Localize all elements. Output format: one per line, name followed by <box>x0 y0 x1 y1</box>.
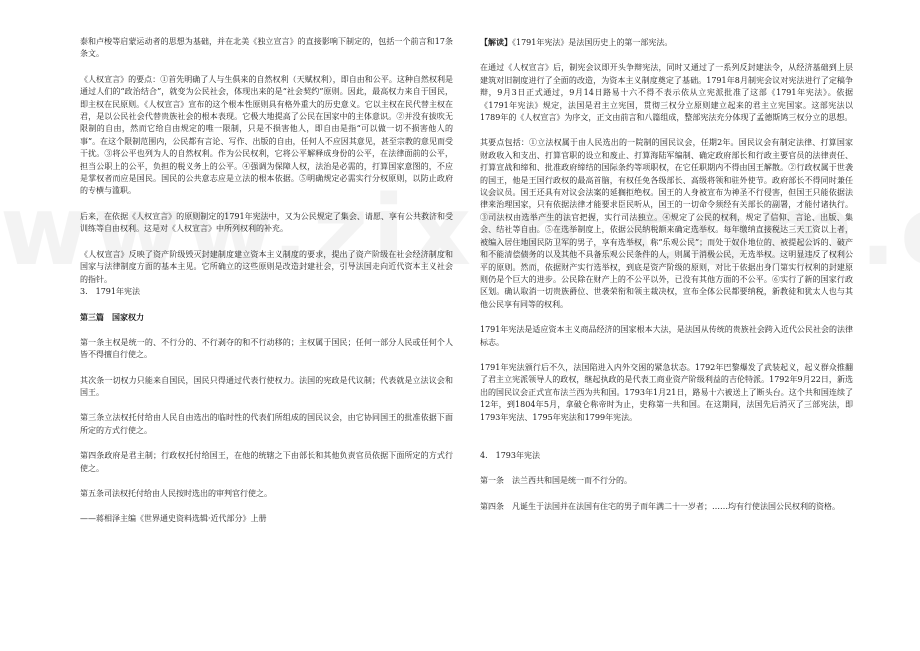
right-paragraph-4: 1791年宪法颁行后不久，法国陷进入内外交困的紧急状态。1792年巴黎爆发了武装起义，起义群众推翻了君主立宪派领导人的政权，继起执政的是代表工商业资产阶级利益的吉伦特派。1792年9月22日，新选出的国民议会正式宣布法兰西为共和国。1793年1月21日，路易十六被送上了断头台。这个共和国连续了12年，到1804年5月，拿破仑称帝时为止，史称第一共和国。在这期间，法国先后消灭了三部宪法，即1793年宪法、1795年宪法和1799年宪法。 <box>480 362 853 422</box>
left-paragraph-3: 后来，在依据《人权宣言》的原则制定的1791年宪法中，又为公民规定了集会、请愿、享有公共救济和受训练等自由权利。这是对《人权宣言》中所列权利的补充。 <box>80 211 453 234</box>
article-1: 第一条主权是统一的、不行分的、不行剥夺的和不行动移的；主权属于国民；任何一部分人民或任何个人皆不得擅自行使之。 <box>80 337 453 360</box>
article-2: 其次条一切权力只能来自国民，国民只得通过代表行使权力。法国的宪政是代议制；代表就是立法议会和国王。 <box>80 375 453 397</box>
right-section-title-1793: 4. 1793年宪法 <box>480 450 540 460</box>
article-5: 第五条司法权托付给由人民按时选出的审判官行使之。 <box>80 488 272 498</box>
right-paragraph-3: 1791年宪法是适应资本主义商品经济的国家根本大法，是法国从传统的贵族社会跨入近代公民社会的法律标志。 <box>480 325 853 347</box>
left-paragraph-2: 《人权宣言》的要点：①首先明确了人与生俱来的自然权利（天赋权利），即自由和公平。这种自然权利是通过人们的“政治结合”，就变为公民社会，体现出来的是“社会契约”原则。因此，最高权力来自于国民，即主权在民原则。《人权宣言》宣布的这个根本性原则具有格外重大的历史意义。它以主权在民代替主权在君，是以公民社会代替贵族社会的根本表现。它极大地提高了公民在国家中的主体意识。②并没有拔吹无限制的自由，然而它给自由规定的唯一限制，只是不损害他人，即自由是指“可以做一切不损害他人的事”。在这个限制范围内，公民都有言论、写作、出版的自由，任何人不应因其意见，甚至宗教的意见而受干扰。③将公平也列为人的自然权利。作为公民权利，它将公平解释成身份的公平，在法律面前的公平，担当公职上的公平，负担的税义务上的公平。④强调为保障人权，法治是必需的，打算国家意图的，不应是掌权者而应是国民。国民的公共意志应是立法的根本依据。⑤明确规定必需实行分权原则，以防止政府的专横与滥职。 <box>80 74 453 196</box>
left-section-title-1791: 3. 1791年宪法 <box>80 286 140 296</box>
article-3: 第三条立法权托付给由人民自由选出的临时性的代表们所组成的国民议会，由它协同国王的批准依据下面所定的方式行使之。 <box>80 413 453 435</box>
left-paragraph-1: 泰和卢梭等启蒙运动者的思想为基础，并在北美《独立宣言》的直接影响下制定的，包括一个前言和17条条文。 <box>80 37 453 59</box>
article-4: 第四条政府是君主制；行政权托付给国王，在他的统辖之下由部长和其他负责官员依据下面所定的方式行使之。 <box>80 451 453 473</box>
left-paragraph-4: 《人权宣言》反映了资产阶级毁灭封建制度建立资本主义制度的要求，提出了资产阶级在社会经济制度和国家与法律制度方面的基本主见。它所确立的这些原则是改造封建社会，引导法国走向近代资本主义社会的指针。 <box>80 249 453 284</box>
right-paragraph-2: 其要点包括：①立法权属于由人民选出的一院制的国民议会，任期2年。国民议会有制定法律、打算国家财政收入和支出、打算官职的设立和废止、打算海陆军编制、确定政府部长和行政主要官员的法律责任、打算宣战和缔和、批准政府缔结的国际条约等项职权，在它任职期内不得由国王解散。②行政权属于世袭的国王，他是王国行政权的最高首脑，有权任免各级部长、高级将领和驻外使节。政府部长不得同时兼任议会议员。国王还具有对议会法案的延搁拒绝权。国王的人身被宣布为神圣不行侵害，但国王只能依据法律来治理国家，只有依据法律才能要求臣民听从，国王的一切命令须经有关部长的副署，才能付诸执行。③司法权由选举产生的法官把握，实行司法独立。④规定了公民的权利，规定了信仰、言论、出版、集会、结社等自由。⑤在选举制度上，依据公民纳税额来确定选举权。每年缴纳直接税达三天工资以上者，被编入居住地国民防卫军的男子，享有选举权，称“乐观公民”；而处于奴仆地位的、被提起公诉的、破产和不能清偿债务的以及其他不具备乐观公民条件的人，则属于消极公民，无选举权。这明显违反了权利公平的原则。然而，依据财产实行选举权，到底是资产阶级的原则，对比于依据出身门第实行权利的封建原则仍是个巨大的进步。公民除在财产上的不公平以外，已没有其他方面的不公平。⑥实行了新的国家行政区划。确认取消一切贵族爵位、世袭荣衔和领主裁决权，宣布全体公民都要纳税，新教徒和犹太人也与其他公民享有同等的权利。 <box>480 138 853 309</box>
interpretation-intro <box>480 36 853 49</box>
right-paragraph-1: 在通过《人权宣言》后，制宪会议即开头争辩宪法，同时又通过了一系列反封建法令，从经济基础到上层建筑对旧制度进行了全面的改造，为资本主义制度奠定了基础。1791年8月制宪会议对宪法进行了定稿争辩，9月3日正式通过，9月14日路易十六不得不表示依从立宪派批准了这部《1791年宪法》。依据《1791年宪法》规定，法国是君主立宪国，贯彻三权分立原则建立起来的君主立宪国家。这部宪法以1789年的《人权宣言》为序文，正文由前言和八篇组成，整部宪法充分体现了孟德斯鸠三权分立的思想。 <box>480 63 853 123</box>
interpretation-text: 《1791年宪法》是法国历史上的第一部宪法。 <box>512 38 673 47</box>
source-citation: ——蒋相泽主编《世界通史资料选辑·近代部分》上册 <box>80 514 267 524</box>
right-column <box>480 36 853 513</box>
article-1793-4: 第四条 凡诞生于法国并在法国有住宅的男子而年满二十一岁者；……均有行使法国公民权利的资格。 <box>480 501 840 511</box>
chapter-heading: 第三篇 国家权力 <box>80 312 144 323</box>
article-1793-1: 第一条 法兰西共和国是统一而不行分的。 <box>480 476 632 486</box>
interpretation-label: 【解读】 <box>480 37 512 47</box>
left-column <box>80 36 453 526</box>
